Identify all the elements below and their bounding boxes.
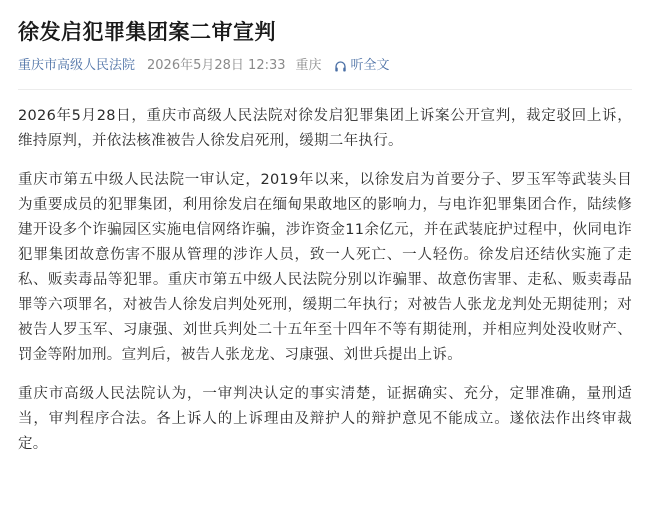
article-body	[18, 104, 632, 457]
article-title: 徐发启犯罪集团案二审宣判	[18, 20, 276, 44]
region-tag: 重庆	[295, 58, 322, 73]
article-meta	[18, 57, 632, 75]
paragraph-2: 重庆市第五中级人民法院一审认定，2019年以来，以徐发启为首要分子、罗玉军等武装头目为重要成员的犯罪集团，利用徐发启在缅甸果敢地区的影响力，与电诈犯罪集团合作，陆续修建开设多个诈骗园区实施电信网络诈骗，涉诈资金11余亿元，并在武装庇护过程中，伙同电诈犯罪集团故意伤害不服从管理的涉诈人员，致一人死亡、一人轻伤。徐发启还结伙实施了走私、贩卖毒品等犯罪。重庆市第五中级人民法院分别以诈骗罪、故意伤害罪、走私、贩卖毒品罪等六项罪名，对被告人徐发启判处死刑，缓期二年执行；对被告人张龙龙判处无期徒刑；对被告人罗玉军、习康强、刘世兵判处二十五年至十四年不等有期徒刑，并相应判处没收财产、罚金等附加刑。宣判后，被告人张龙龙、习康强、刘世兵提出上诉。	[18, 172, 632, 363]
paragraph-3: 重庆市高级人民法院认为，一审判决认定的事实清楚，证据确实、充分，定罪准确，量刑适当，审判程序合法。各上诉人的上诉理由及辩护人的辩护意见不能成立。遂依法作出终审裁定。	[18, 386, 632, 452]
paragraph-1: 2026年5月28日，重庆市高级人民法院对徐发启犯罪集团上诉案公开宣判，裁定驳回上诉，维持原判，并依法核准被告人徐发启死刑，缓期二年执行。	[18, 108, 632, 149]
divider	[18, 89, 632, 90]
listen-label: 听全文	[350, 58, 390, 73]
publish-datetime: 2026年5月28日 12:33	[147, 58, 286, 73]
listen-button[interactable]	[334, 57, 390, 75]
headphones-icon	[334, 60, 347, 73]
source-link[interactable]: 重庆市高级人民法院	[18, 58, 136, 73]
